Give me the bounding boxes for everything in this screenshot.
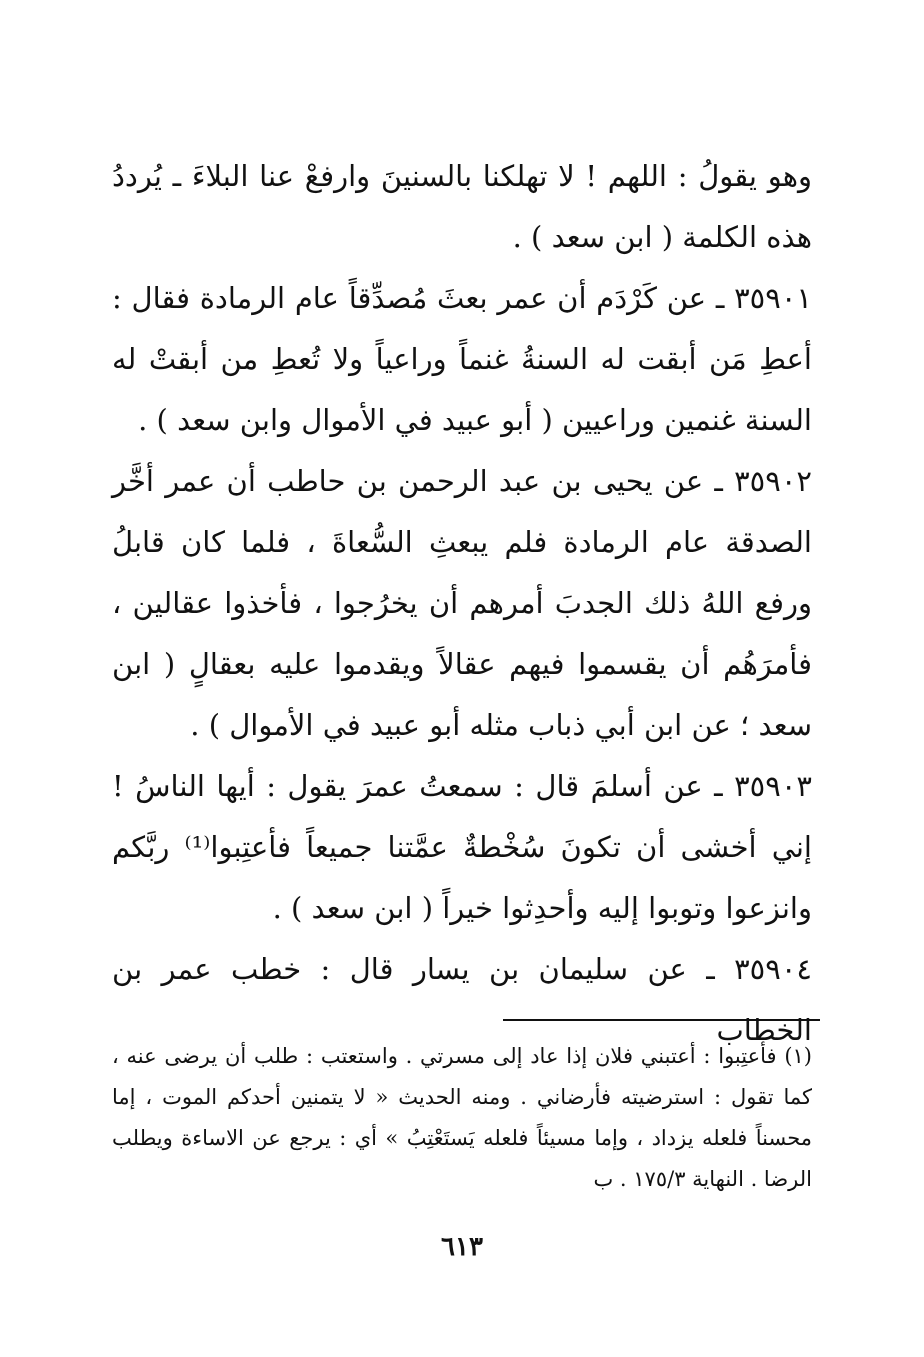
main-text <box>112 146 812 1061</box>
footnote-divider <box>503 1019 820 1021</box>
footnote <box>112 1036 812 1200</box>
page-number: ٦١٣ <box>441 1232 483 1262</box>
paragraph-35902: ٣٥٩٠٢ ـ عن يحيى بن عبد الرحمن بن حاطب أن عمر أخَّر الصدقة عام الرمادة فلم يبعثِ السُّعاةَ ، فلما كان قابلُ ورفع اللهُ ذلك الجدبَ أمرهم أن يخرُجوا ، فأخذوا عقالين ، فأمرَهُم أن يقسموا فيهم عقالاً ويقدموا عليه بعقالٍ ( ابن سعد ؛ عن ابن أبي ذباب مثله أبو عبيد في الأموال ) . <box>112 464 812 742</box>
paragraph-35904: ٣٥٩٠٤ ـ عن سليمان بن يسار قال : خطب عمر بن الخطاب <box>112 952 812 1047</box>
footnote-text: (١) فأعتِبوا : أعتبني فلان إذا عاد إلى مسرتي . واستعتب : طلب أن يرضى عنه ، كما تقول : استرضيته فأرضاني . ومنه الحديث « لا يتمنين أحدكم الموت ، إما محسناً فلعله يزداد ، وإما مسيئاً فلعله يَستَعْتِبُ » أي : يرجع عن الاساءة ويطلب الرضا . النهاية ١٧٥/٣ . ب <box>112 1044 812 1191</box>
paragraph-intro-continuation: وهو يقولُ : اللهم ! لا تهلكنا بالسنينَ وارفعْ عنا البلاءَ ـ يُرددُ هذه الكلمة ( ابن سعد ) . <box>112 159 812 254</box>
paragraph-35901: ٣٥٩٠١ ـ عن كَرْدَم أن عمر بعثَ مُصدِّقاً عام الرمادة فقال : أعطِ مَن أبقت له السنةُ غنماً وراعياً ولا تُعطِ من أبقتْ له السنة غنمين وراعيين ( أبو عبيد في الأموال وابن سعد ) . <box>112 281 812 437</box>
paragraph-35903: ٣٥٩٠٣ ـ عن أسلمَ قال : سمعتُ عمرَ يقول : أيها الناسُ ! إني أخشى أن تكونَ سُخْطةٌ عمَّتنا جميعاً فأعتِبوا⁽¹⁾ ربَّكم وانزعوا وتوبوا إليه وأحدِثوا خيراً ( ابن سعد ) . <box>112 769 812 925</box>
